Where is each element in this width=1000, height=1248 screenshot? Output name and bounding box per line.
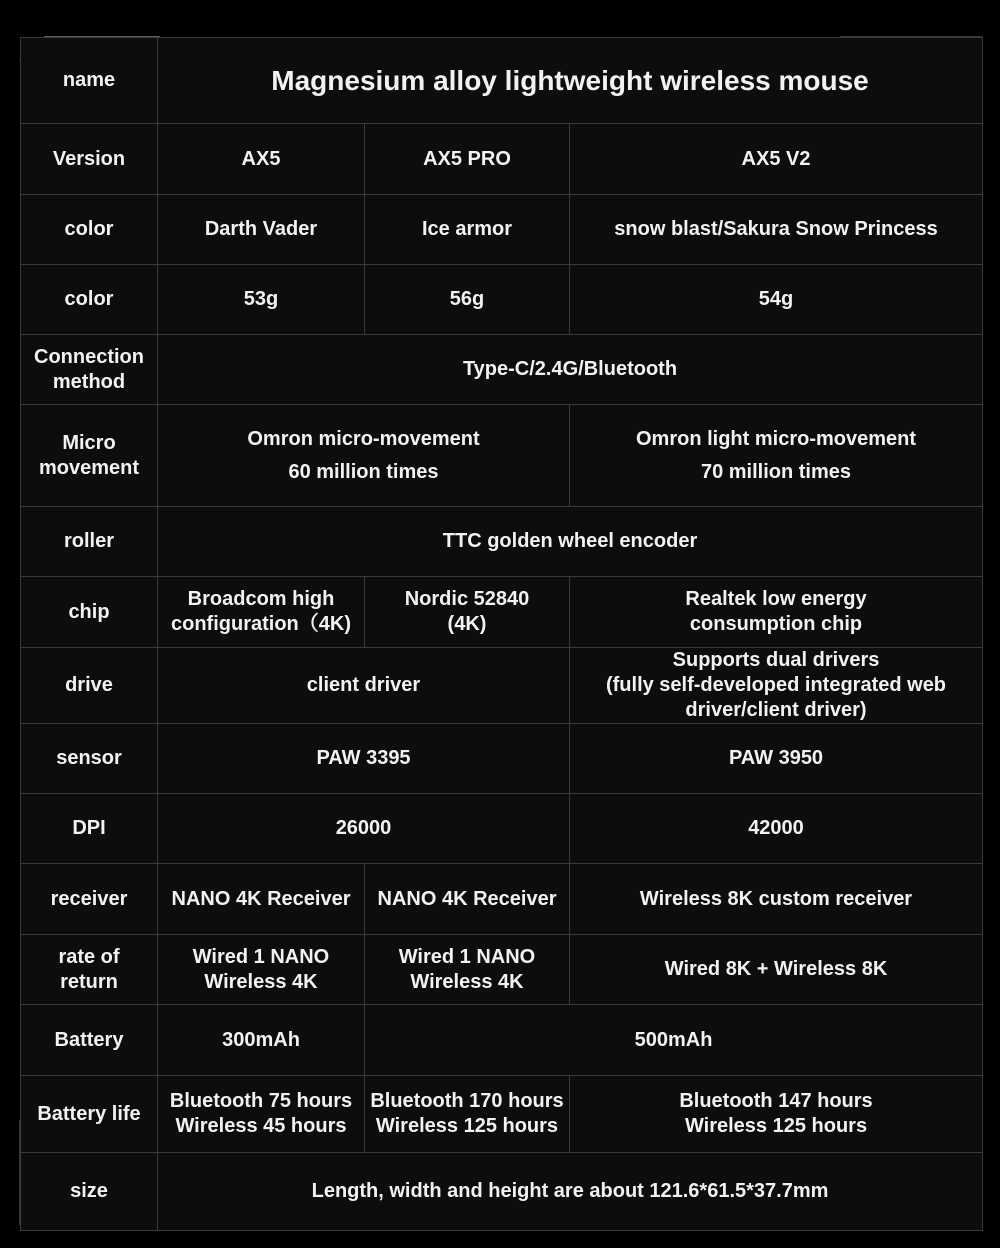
rate-ax5-v2: Wired 8K + Wireless 8K: [570, 935, 983, 1005]
drive-ax5-v2: Supports dual drivers (fully self-developed integrated web driver/client driver): [570, 648, 983, 724]
row-label-name: name: [21, 38, 158, 124]
size-row: [21, 1153, 983, 1231]
row-label-weight: color: [21, 265, 158, 335]
receiver-ax5-pro: NANO 4K Receiver: [365, 864, 570, 935]
color-row: [21, 195, 983, 265]
connection-value: Type-C/2.4G/Bluetooth: [158, 335, 983, 405]
row-label-receiver: receiver: [21, 864, 158, 935]
rate-of-return-row: [21, 935, 983, 1005]
row-label-dpi: DPI: [21, 794, 158, 864]
roller-value: TTC golden wheel encoder: [158, 507, 983, 577]
chip-ax5-v2: Realtek low energy consumption chip: [570, 577, 983, 648]
receiver-ax5: NANO 4K Receiver: [158, 864, 365, 935]
row-label-drive: drive: [21, 648, 158, 724]
rate-ax5: Wired 1 NANO Wireless 4K: [158, 935, 365, 1005]
color-ax5-v2: snow blast/Sakura Snow Princess: [570, 195, 983, 265]
battery-life-ax5-pro: Bluetooth 170 hours Wireless 125 hours: [365, 1076, 570, 1153]
version-row: [21, 124, 983, 195]
version-ax5-pro: AX5 PRO: [365, 124, 570, 195]
drive-ax5: client driver: [158, 648, 570, 724]
row-label-roller: roller: [21, 507, 158, 577]
weight-row: [21, 265, 983, 335]
receiver-ax5-v2: Wireless 8K custom receiver: [570, 864, 983, 935]
chip-row: [21, 577, 983, 648]
battery-life-row: [21, 1076, 983, 1153]
drive-row: [21, 648, 983, 724]
row-label-size: size: [21, 1153, 158, 1231]
row-label-color: color: [21, 195, 158, 265]
product-title: Magnesium alloy lightweight wireless mouse: [158, 38, 983, 124]
battery-row: [21, 1005, 983, 1076]
micro-movement-v2: Omron light micro-movement 70 million times: [570, 405, 983, 507]
battery-life-ax5: Bluetooth 75 hours Wireless 45 hours: [158, 1076, 365, 1153]
receiver-row: [21, 864, 983, 935]
row-label-micro-movement: Micro movement: [21, 405, 158, 507]
row-label-rate-of-return: rate of return: [21, 935, 158, 1005]
battery-life-ax5-v2: Bluetooth 147 hours Wireless 125 hours: [570, 1076, 983, 1153]
row-label-sensor: sensor: [21, 724, 158, 794]
rate-ax5-pro: Wired 1 NANO Wireless 4K: [365, 935, 570, 1005]
weight-ax5: 53g: [158, 265, 365, 335]
sensor-ax5-v2: PAW 3950: [570, 724, 983, 794]
row-label-battery: Battery: [21, 1005, 158, 1076]
sensor-ax5: PAW 3395: [158, 724, 570, 794]
version-ax5: AX5: [158, 124, 365, 195]
dpi-ax5-v2: 42000: [570, 794, 983, 864]
row-label-battery-life: Battery life: [21, 1076, 158, 1153]
micro-movement-row: [21, 405, 983, 507]
dpi-ax5: 26000: [158, 794, 570, 864]
dpi-row: [21, 794, 983, 864]
battery-ax5-pro-v2: 500mAh: [365, 1005, 983, 1076]
connection-row: [21, 335, 983, 405]
weight-ax5-v2: 54g: [570, 265, 983, 335]
size-value: Length, width and height are about 121.6*61.5*37.7mm: [158, 1153, 983, 1231]
battery-ax5: 300mAh: [158, 1005, 365, 1076]
chip-ax5-pro: Nordic 52840 (4K): [365, 577, 570, 648]
chip-ax5: Broadcom high configuration（4K): [158, 577, 365, 648]
title-row: [21, 38, 983, 124]
version-ax5-v2: AX5 V2: [570, 124, 983, 195]
color-ax5: Darth Vader: [158, 195, 365, 265]
color-ax5-pro: Ice armor: [365, 195, 570, 265]
weight-ax5-pro: 56g: [365, 265, 570, 335]
spec-table: [20, 37, 983, 1231]
row-label-version: Version: [21, 124, 158, 195]
sensor-row: [21, 724, 983, 794]
row-label-connection: Connection method: [21, 335, 158, 405]
roller-row: [21, 507, 983, 577]
row-label-chip: chip: [21, 577, 158, 648]
micro-movement-ax5: Omron micro-movement 60 million times: [158, 405, 570, 507]
